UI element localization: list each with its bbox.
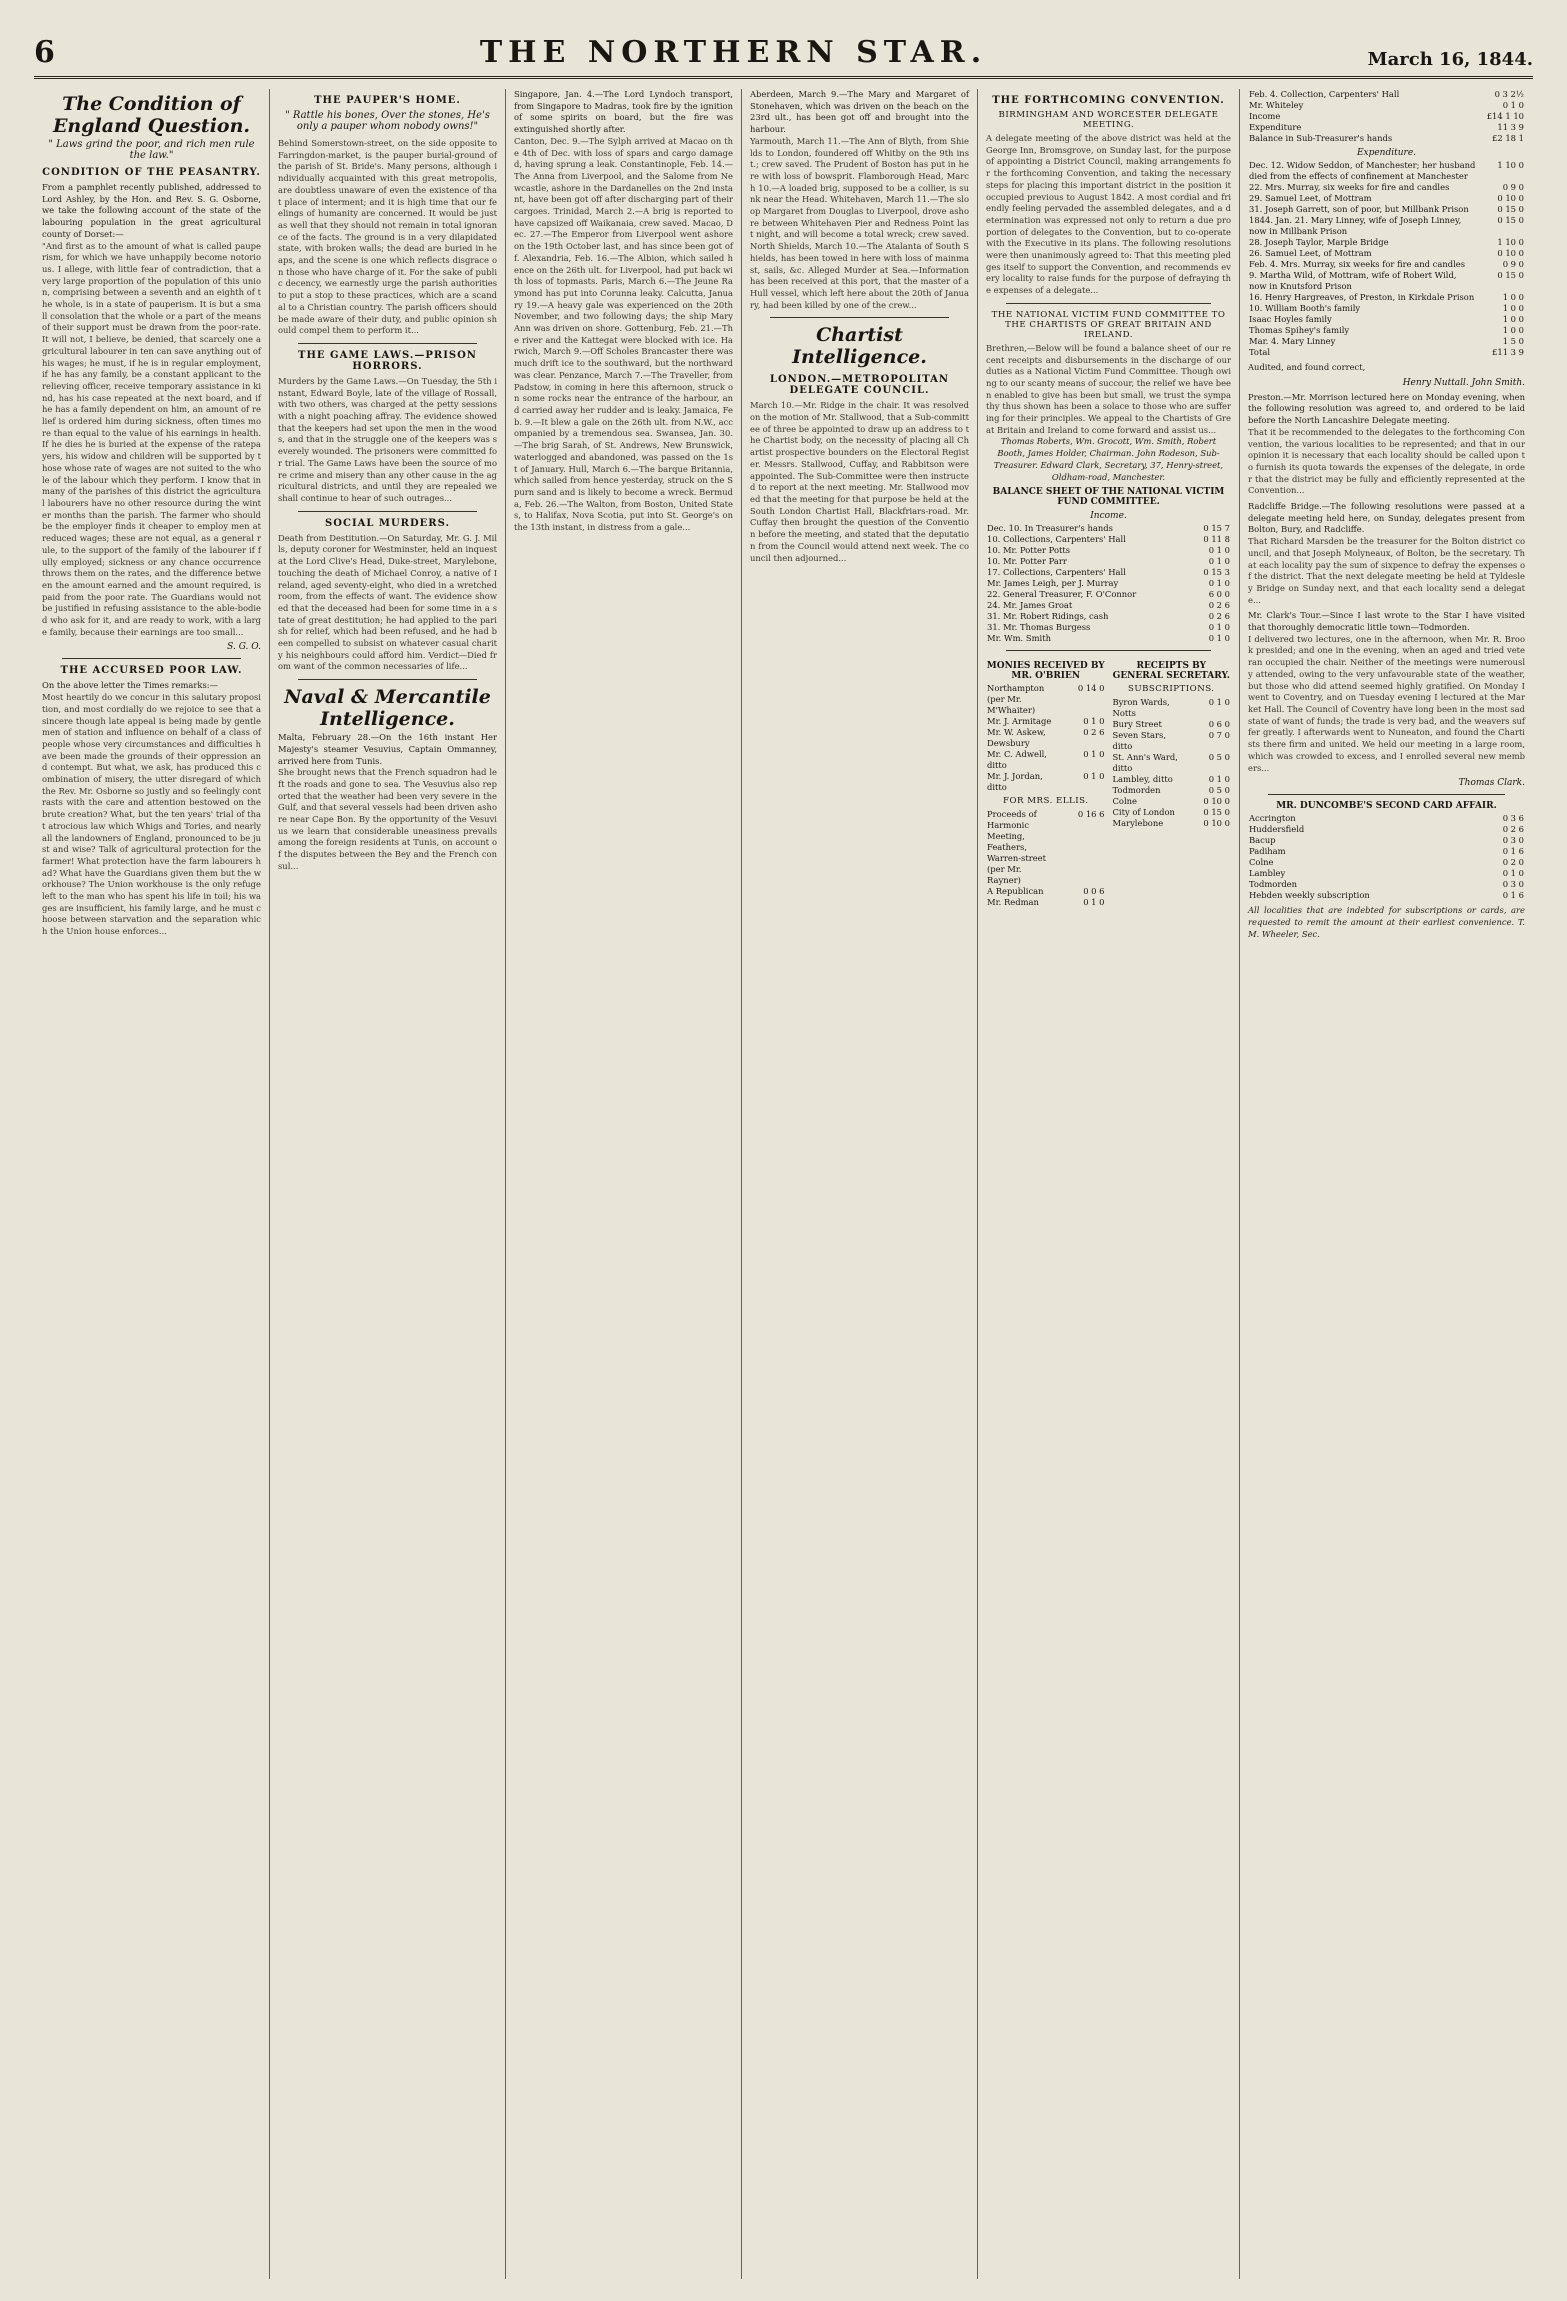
table-row: 22. General Treasurer, F. O'Connor 6 0 0 xyxy=(987,589,1230,600)
column-2 xyxy=(270,89,506,2279)
table-row: Mr. Redman 0 1 0 xyxy=(987,897,1105,908)
masthead xyxy=(34,30,1533,79)
table-row: Mr. C. Adwell, ditto 0 1 0 xyxy=(987,749,1105,771)
column-4 xyxy=(742,89,978,2279)
table-row: Expenditure 11 3 9 xyxy=(1249,122,1524,132)
clark-tour-body: I delivered two lectures, one in the afternoon, when Mr. R. Brook presided; and one in the evening, when an aged and tried veteran occupied the chair. Neither of the meetings were numerously attended, owing to the very unfavourable state of the weather, but those who did attend seemed highly gratified. On Monday I went to Coventry, and on Tuesday evening I lectured at the Market Hall. The Council of Coventry have long been in the most sad state of want of funds; the trade is very bad, and the weavers suffer greatly. I afterwards went to Nuneaton, and found the Chartists there firm and united. We held our meeting in a large room, which was crowded to excess, and I enrolled several new members... xyxy=(1248,633,1525,773)
balance-income-label: Income. xyxy=(1090,511,1127,522)
subhead-social-murders: SOCIAL MURDERS. xyxy=(325,517,450,529)
table-row: St. Ann's Ward, ditto 0 5 0 xyxy=(1112,752,1230,774)
general-secretary-head: RECEIPTS BY GENERAL SECRETARY. xyxy=(1112,661,1230,682)
expenditure-head: Expenditure. xyxy=(1356,148,1417,158)
clark-tour-lead: Mr. Clark's Tour.—Since I last wrote to the Star I have visited that thoroughly democratic little town—Todmorden. xyxy=(1248,610,1525,633)
verse: " Rattle his bones, Over the stones, He's only a pauper whom nobody owns!" xyxy=(285,110,490,132)
paupers-home-body: Behind Somerstown-street, on the side opposite to Farringdon-market, is the pauper burial-ground of the parish of St. Bride's. Many persons, although individually acquainted with this great metropolis, are doubtless unaware of even the existence of that place of interment; and it is high time that our feelings of humanity are concerned. It would be just as well that they should not remain in total ignorance of the facts. The ground is in a very dilapidated state, with broken walls; the dead are buried in heaps, and the scene is one which reflects disgrace on those who have charge of it. For the sake of public decency, we earnestly urge the parish authorities to put a stop to these practices, which are a scandal to a Christian country. The parish officers should be made aware of their duty, and public opinion should compel them to perform it... xyxy=(278,138,497,336)
poor-law-intro: On the above letter the Times remarks:— xyxy=(42,680,219,691)
table-row: 24. Mr. James Groat 0 2 6 xyxy=(987,600,1230,611)
table-row: Income £14 1 10 xyxy=(1249,111,1524,121)
table-row: Hebden weekly subscription 0 1 6 xyxy=(1249,890,1524,901)
duncombe-card-table xyxy=(1248,813,1525,901)
balance-sheet-table xyxy=(986,523,1231,644)
table-row: Marylebone 0 10 0 xyxy=(1112,818,1230,829)
preston-body: That it be recommended to the delegates to the forthcoming Convention, the various localities to be represented; and that in our opinion it is necessary that each locality should be called upon to furnish its quota towards the expenses of the delegate, in order that the district may be fully and efficiently represented at the Convention... xyxy=(1248,426,1525,496)
table-row: Mr. J. Armitage 0 1 0 xyxy=(987,716,1105,727)
table-row: Colne 0 2 0 xyxy=(1249,857,1524,868)
issue-date: March 16, 1844. xyxy=(1367,49,1533,70)
table-row: 10. William Booth's family 1 0 0 xyxy=(1249,303,1524,313)
subhead-poor-law: THE ACCURSED POOR LAW. xyxy=(60,665,243,677)
table-row: Mr. J. Jordan, ditto 0 1 0 xyxy=(987,771,1105,793)
table-row: Lambley, ditto 0 1 0 xyxy=(1112,774,1230,785)
table-row: Mr. Whiteley 0 1 0 xyxy=(1249,100,1524,110)
table-row: Bury Street 0 6 0 xyxy=(1112,719,1230,730)
auditors: Henry Nuttall. John Smith. xyxy=(1402,377,1525,388)
section-title-chartist-intelligence: Chartist Intelligence. xyxy=(792,324,927,369)
shipping-lead-aberdeen: Aberdeen, March 9.—The Mary and Margaret of Stonehaven, which was driven on the beach on the 23rd ult., has been got off and brought into the harbour. xyxy=(750,89,969,135)
table-row: 10. Mr. Potter Parr 0 1 0 xyxy=(987,556,1230,567)
divider xyxy=(1006,303,1211,304)
expenditure-table xyxy=(1248,160,1525,358)
table-row: 26. Samuel Leet, of Mottram 0 10 0 xyxy=(1249,248,1524,258)
monies-received-head: MONIES RECEIVED BY MR. O'BRIEN xyxy=(986,661,1105,682)
table-row: Seven Stars, ditto 0 7 0 xyxy=(1112,730,1230,752)
table-row: 9. Martha Wild, of Mottram, wife of Robert Wild, now in Knutsford Prison 0 15 0 xyxy=(1249,270,1524,291)
table-row: 28. Joseph Taylor, Marple Bridge 1 10 0 xyxy=(1249,237,1524,247)
table-row: Bacup 0 3 0 xyxy=(1249,835,1524,846)
article-intro: From a pamphlet recently published, addressed to Lord Ashley, by the Hon. and Rev. S. G. Osborne, we take the following account of the state of the labouring population in the great agricultural county of Dorset:— xyxy=(42,182,261,239)
table-row: Accrington 0 3 6 xyxy=(1249,813,1524,824)
divider xyxy=(298,511,477,512)
table-row: 29. Samuel Leet, of Mottram 0 10 0 xyxy=(1249,193,1524,203)
shipping-news-body: Canton, Dec. 9.—The Sylph arrived at Macao on the 4th of Dec. with loss of spars and cargo damaged, having sprung a leak. Constantinople, Feb. 14.—The Anna from Liverpool, and the Salome from Newcastle, ashore in the Dardanelles on the 2nd instant, have been got off after discharging part of their cargoes. Trinidad, March 2.—A brig is reported to have capsized off Waikanaia, crew saved. Macao, Dec. 27.—The Emperor from Liverpool went ashore on the 19th October last, and has since been got off. Alexandria, Feb. 16.—The Albion, which sailed hence on the 26th ult. for Liverpool, had put back with loss of topmasts. Paris, March 6.—The Jeune Raymond has put into Corunna leaky. Calcutta, January 19.—A heavy gale was experienced on the 20th November, and two following days; the ship Mary Ann was driven on shore. Gottenburg, Feb. 21.—The river and the Kattegat were blocked with ice. Harwich, March 9.—Off Scholes Brancaster there was much drift ice to the southward, but the northward was clear. Penzance, March 7.—The Traveller, from Padstow, in coming in here this afternoon, struck on some rocks near the entrance of the harbour, and carried away her rudder and is leaky. Jamaica, Feb. 9.—It blew a gale on the 26th ult. from N.W., accompanied by a tremendous sea. Swansea, Jan. 30.—The brig Sarah, of St. Andrews, New Brunswick, waterlogged and abandoned, was passed on the 1st of January. Hull, March 6.—The barque Britannia, which sailed from hence yesterday, struck on the Spurn sand and is likely to become a wreck. Bermuda, Feb. 26.—The Walton, from Boston, United States, to Halifax, Nova Scotia, put into St. George's on the 13th instant, in distress from a gale... xyxy=(514,135,733,533)
table-row: Padiham 0 1 6 xyxy=(1249,846,1524,857)
section-title-condition-of-england: The Condition of England Question. xyxy=(52,93,251,137)
table-row: Proceeds of Harmonic Meeting, Feathers, Warren-street (per Mr. Rayner) 0 16 6 xyxy=(987,809,1105,886)
table-row: Dec. 12. Widow Seddon, of Manchester; her husband died from the effects of confinement at Manchester 1 10 0 xyxy=(1249,160,1524,181)
audited-note: Audited, and found correct, xyxy=(1248,362,1366,372)
table-row: 17. Collections, Carpenters' Hall 0 15 3 xyxy=(987,567,1230,578)
subscriptions-head: SUBSCRIPTIONS. xyxy=(1127,684,1215,695)
table-row: Feb. 4. Mrs. Murray, six weeks for fire and candles 0 9 0 xyxy=(1249,259,1524,269)
table-row: Todmorden 0 5 0 xyxy=(1112,785,1230,796)
table-row: Isaac Hoyles family 1 0 0 xyxy=(1249,314,1524,324)
receipts-boxes xyxy=(986,657,1231,908)
chartist-body: March 10.—Mr. Ridge in the chair. It was resolved on the motion of Mr. Stallwood, that a Sub-committee of three be appointed to draw up an address to the Chartist body, on the necessity of placing all Chartist prospective bounders on the Electoral Register. Messrs. Stallwood, Cuffay, and Rabbitson were appointed. The Sub-Committee were then instructed to report at the next meeting. Mr. Stallwood moved that the meeting for that purpose be held at the South London Chartist Hall, Blackfriars-road. Mr. Cuffay then brought the question of the Convention before the meeting, and stated that the deputation from the Council would attend next week. The council then adjourned... xyxy=(750,400,969,563)
subhead-victim-fund: THE NATIONAL VICTIM FUND COMMITTEE TO THE CHARTISTS OF GREAT BRITAIN AND IRELAND. xyxy=(991,309,1226,340)
table-row: 10. Collections, Carpenters' Hall 0 11 8 xyxy=(987,534,1230,545)
column-3 xyxy=(506,89,742,2279)
preston-lead: Preston.—Mr. Morrison lectured here on Monday evening, when the following resolution was agreed to, and ordered to be laid before the North Lancashire Delegate meeting. xyxy=(1248,391,1525,426)
game-laws-body: Murders by the Game Laws.—On Tuesday, the 5th instant, Edward Boyle, late of the village of Rossall, with two others, was charged at the petty sessions with a night poaching affray. The evidence showed that the keepers had set upon the men in the woods, and that in the struggle one of the keepers was severely wounded. The prisoners were committed for trial. The Game Laws have been the source of more crime and misery than any other cause in the agricultural districts, and until they are repealed we shall continue to hear of such outrages... xyxy=(278,375,497,503)
table-row: Thomas Spihey's family 1 0 0 xyxy=(1249,325,1524,335)
article-signature: S. G. O. xyxy=(227,642,261,653)
table-row: 10. Mr. Potter Potts 0 1 0 xyxy=(987,545,1230,556)
table-row: Colne 0 10 0 xyxy=(1112,796,1230,807)
table-row: Balance in Sub-Treasurer's hands £2 18 1 xyxy=(1249,133,1524,143)
table-row: Byron Wards, Notts 0 1 0 xyxy=(1112,697,1230,719)
subhead-paupers-home: THE PAUPER'S HOME. xyxy=(314,95,461,106)
table-row: Lambley 0 1 0 xyxy=(1249,868,1524,879)
article-body-text: "And first as to the amount of what is called pauperism, for which we have unhappily become notorious. I allege, with little fear of contradiction, that a very large proportion of the population of this union, comprising between a seventh and an eighth of the whole, is in a state of pauperism. It is but a small consolation that the whole or a part of the means of their support must be drawn from the poor-rate. It will not, I believe, be denied, that scarcely one agricultural labourer in ten can save anything out of his wages; he must, if he is in regular employment, if he has any family, be a constant applicant to the relieving officer, receive temporary assistance in kind, has his case repeated at the next board, and if he has a family dependent on him, an amount of relief is ordered him during sickness, often times more than equal to the value of his earnings in health. If he dies he is buried at the expense of the ratepayers, his widow and children will be supported by those whose rate of wages are not suited to the whole of the labour which they perform. I know that in many of the parishes of this district the agricultural labourers have no other resource during the winter months than the parish. The farmer who should be the employer finds it cheaper to employ men at reduced wages; these are not equal, as a general rule, to the support of the family of the labourer if fully employed; sickness or any chance occurrence throws them on the rates, and the difference between the amount earned and the amount required, is paid from the poor rate. The Guardians would not be justified in refusing assistance to the able-bodied who ask for it, and are ready to work, with a large family, because their earnings are too small... xyxy=(42,240,261,637)
radcliffe-body: That Richard Marsden be the treasurer for the Bolton district council, and that Joseph Molyneaux, of Bolton, be the secretary. That each locality pay the sum of sixpence to defray the expenses of the district. That the next delegate meeting be held at Tyldesley Bridge on Sunday next, and that each locality send a delegate... xyxy=(1248,536,1525,605)
clark-signature: Thomas Clark. xyxy=(1458,778,1525,789)
column-6 xyxy=(1240,89,1533,2279)
subhead-forthcoming-convention: THE FORTHCOMING CONVENTION. xyxy=(992,95,1225,106)
table-row: Mr. W. Askew, Dewsbury 0 2 6 xyxy=(987,727,1105,749)
column-5 xyxy=(978,89,1240,2279)
table-row: Todmorden 0 3 0 xyxy=(1249,879,1524,890)
divider xyxy=(298,679,477,680)
table-row: Mr. James Leigh, per J. Murray 0 1 0 xyxy=(987,578,1230,589)
subhead-metropolitan-delegate: LONDON.—METROPOLITAN DELEGATE COUNCIL. xyxy=(769,374,950,397)
table-row: Mr. Wm. Smith 0 1 0 xyxy=(987,633,1230,644)
duncombe-card-note: All localities that are indebted for subscriptions or cards, are requested to remit the amount at their earliest convenience. T. M. Wheeler, Sec. xyxy=(1248,905,1525,939)
divider xyxy=(770,317,949,318)
account-summary-table xyxy=(1248,89,1525,144)
victim-fund-signers: Thomas Roberts, Wm. Grocott, Wm. Smith, Robert Booth, James Holder, Chairman. John Rodeson, Sub-Treasurer. Edward Clark, Secretary, 37, Henry-street, Oldham-road, Manchester. xyxy=(993,436,1224,482)
table-row: 22. Mrs. Murray, six weeks for fire and candles 0 9 0 xyxy=(1249,182,1524,192)
convention-body: A delegate meeting of the above district was held at the George Inn, Bromsgrove, on Sunday last, for the purpose of appointing a District Council, making arrangements for the forthcoming Convention, and taking the necessary steps for placing this important district in the position it occupied previous to August 1842. A most cordial and friendly feeling pervaded the assembled delegates, and a determination was expressed not only to return a due proportion of delegates to the Convention, but to co-operate with the Executive in its plans. The following resolutions were then unanimously agreed to: That this meeting pledges itself to support the Convention, and recommends every locality to raise funds for the purpose of defraying the expenses of a delegate... xyxy=(986,133,1231,296)
table-row: 31. Mr. Robert Ridings, cash 0 2 6 xyxy=(987,611,1230,622)
table-row: Feb. 4. Collection, Carpenters' Hall 0 3 2½ xyxy=(1249,89,1524,99)
divider xyxy=(1006,650,1211,651)
section-title-naval-mercantile: Naval & Mercantile Intelligence. xyxy=(284,686,491,731)
table-row: 31. Mr. Thomas Burgess 0 1 0 xyxy=(987,622,1230,633)
shipping-lead: Singapore, Jan. 4.—The Lord Lyndoch transport, from Singapore to Madras, took fire by the ignition of some spirits on board, but the fire was extinguished shortly after. xyxy=(514,89,733,135)
radcliffe-lead: Radcliffe Bridge.—The following resolutions were passed at a delegate meeting held here, on Sunday, delegates present from Bolton, Bury, and Radcliffe. xyxy=(1248,501,1525,535)
newspaper-title: THE NORTHERN STAR. xyxy=(479,35,988,70)
table-row: Dec. 10. In Treasurer's hands 0 15 7 xyxy=(987,523,1230,534)
table-row: 31. Joseph Garrett, son of poor, but Millbank Prison 0 15 0 xyxy=(1249,204,1524,214)
table-row: Total £11 3 9 xyxy=(1249,347,1524,357)
monies-received-table xyxy=(986,683,1106,793)
naval-body: She brought news that the French squadron had left the roads and gone to sea. The Vesuvius also reported that the weather had been very severe in the Gulf, and that several vessels had been driven ashore near Cape Bon. By the opportunity of the Vesuvius we learn that considerable uneasiness prevails among the foreign residents at Tunis, on account of the disputes between the Bey and the French consul... xyxy=(278,767,497,871)
columns xyxy=(34,89,1533,2279)
table-row: A Republican 0 0 6 xyxy=(987,886,1105,897)
table-row: City of London 0 15 0 xyxy=(1112,807,1230,818)
subhead-birmingham-worcester: BIRMINGHAM AND WORCESTER DELEGATE MEETING. xyxy=(998,110,1219,130)
social-murders-body: Death from Destitution.—On Saturday, Mr. G. J. Mills, deputy coroner for Westminster, held an inquest at the Lord Clive's Head, Duke-street, Marylebone, touching the death of Michael Conroy, a native of Ireland, aged seventy-eight, who died in a wretched room, from the effects of want. The evidence showed that the deceased had been for some time in a state of great destitution; he had applied to the parish for relief, which had been refused, and he had been compelled to subsist on whatever casual charity his neighbours could afford him. Verdict—Died from want of the common necessaries of life... xyxy=(278,532,497,672)
subhead-peasantry: CONDITION OF THE PEASANTRY. xyxy=(42,167,261,178)
poor-law-body: Most heartily do we concur in this salutary proposition, and most cordially do we rejoice to see that a sincere though late appeal is being made by gentlemen of station and influence on behalf of a class of people whose very circumstances and difficulties have been made the grounds of their oppression and contempt. But what, we ask, has produced this combination of misery, the utter disregard of which the Rev. Mr. Osborne so justly and so feelingly contrasts with the care and attention bestowed on the brute creation? What, but the ten years' trial of that atrocious law which Whigs and Tories, and nearly all the landowners of England, pronounced to be just and wise? Talk of agricultural protection for the farmer! What protection have the farm labourers had? What have the Guardians given them but the workhouse? The Union workhouse is the only refuge left to the man who has spent his life in toil; his wages are insufficient, his family large, and he must choose between starvation and the separation which the Union house enforces... xyxy=(42,692,261,937)
column-1 xyxy=(34,89,270,2279)
divider xyxy=(62,658,241,659)
duncombe-card-head: MR. DUNCOMBE'S SECOND CARD AFFAIR. xyxy=(1276,801,1497,812)
subhead-game-laws: THE GAME LAWS.—PRISON HORRORS. xyxy=(298,349,477,372)
naval-lead: Malta, February 28.—On the 16th instant Her Majesty's steamer Vesuvius, Captain Ommanney, arrived here from Tunis. xyxy=(278,732,497,766)
monies-received-box xyxy=(986,657,1106,908)
divider xyxy=(298,343,477,344)
subscriptions-table xyxy=(1112,697,1232,829)
table-row: 16. Henry Hargreaves, of Preston, in Kirkdale Prison 1 0 0 xyxy=(1249,292,1524,302)
mrs-ellis-table xyxy=(986,809,1106,908)
mrs-ellis-head: FOR MRS. ELLIS. xyxy=(1003,796,1089,807)
general-secretary-box xyxy=(1112,657,1232,908)
balance-sheet-head: BALANCE SHEET OF THE NATIONAL VICTIM FUND COMMITTEE. xyxy=(992,487,1225,508)
section-motto: " Laws grind the poor, and rich men rule the law." xyxy=(48,139,255,161)
table-row: Huddersfield 0 2 6 xyxy=(1249,824,1524,835)
table-row: Northampton (per Mr. M'Whaiter) 0 14 0 xyxy=(987,683,1105,716)
table-row: 1844. Jan. 21. Mary Linney, wife of Joseph Linney, now in Millbank Prison 0 15 0 xyxy=(1249,215,1524,236)
victim-fund-body: Brethren,—Below will be found a balance sheet of our recent receipts and disbursements in the discharge of our duties as a National Victim Fund Committee. Though owing to our scanty means of succour, the relief we have been enabled to give has been but small, we trust the sympathy thus shown has been a solace to those who are suffering for their principles. We appeal to the Chartists of Great Britain and Ireland to come forward and assist us... xyxy=(986,342,1231,435)
table-row: Mar. 4. Mary Linney 1 5 0 xyxy=(1249,336,1524,346)
shipping-news-body-2: Yarmouth, March 11.—The Ann of Blyth, from Shields to London, foundered off Whitby on the 9th inst.; crew saved. The Prudent of Boston has put in here with loss of bowsprit. Flamborough Head, March 10.—A loaded brig, supposed to be a collier, is sunk near the Head. Whitehaven, March 11.—The sloop Margaret from Douglas to Liverpool, drove ashore between Whitehaven Pier and Redness Point last night, and will become a total wreck; crew saved. North Shields, March 10.—The Atalanta of South Shields, has been towed in here with loss of mainmast, sails, &c. Alleged Murder at Sea.—Information has been received at this port, that the master of a Hull vessel, which left here about the 20th of January, had been killed by one of the crew... xyxy=(750,135,969,310)
divider xyxy=(1268,794,1505,795)
page-number: 6 xyxy=(34,35,55,70)
